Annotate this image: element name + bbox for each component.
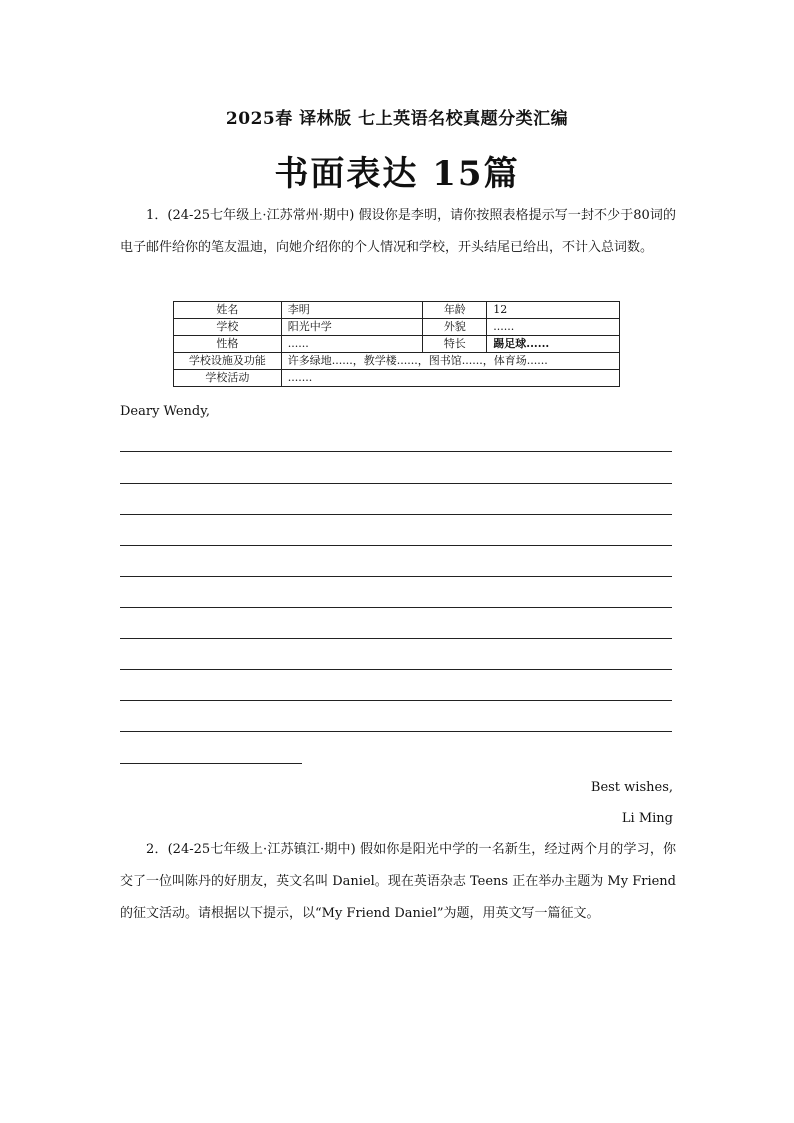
question-2-prompt: 2．(24-25七年级上·江苏镇江·期中) 假如你是阳光中学的一名新生，经过两个月的学习，你交了一位叫陈丹的好朋友，英文名叫 Daniel。现在英语杂志 Teens 正在举办主题为 My Friend 的征文活动。请根据以下提示，以“My Friend Daniel”为题，用英文写一篇征文。 <box>120 842 676 921</box>
table-value: 12 <box>487 302 620 319</box>
table-key: 年龄 <box>423 302 487 319</box>
table-value: 阳光中学 <box>281 319 423 336</box>
table-row <box>174 353 620 370</box>
table-key: 特长 <box>423 336 487 353</box>
letter-closing: Best wishes, <box>590 780 673 795</box>
table-row <box>174 319 620 336</box>
writing-line[interactable] <box>120 731 672 732</box>
writing-line[interactable] <box>120 545 672 546</box>
writing-line[interactable] <box>120 669 672 670</box>
letter-greeting: Deary Wendy, <box>120 404 210 419</box>
table-row <box>174 336 620 353</box>
writing-line[interactable] <box>120 576 672 577</box>
writing-line[interactable] <box>120 607 672 608</box>
document-subtitle: 2025春 译林版 七上英语名校真题分类汇编 <box>225 109 569 129</box>
table-value: 踢足球...... <box>487 336 620 353</box>
question-1-prompt: 1．(24-25七年级上·江苏常州·期中) 假设你是李明，请你按照表格提示写一封不少于80词的电子邮件给你的笔友温迪，向她介绍你的个人情况和学校，开头结尾已给出，不计入总词数。 <box>120 208 676 255</box>
document-title: 书面表达 15篇 <box>274 154 520 194</box>
table-value: ...... <box>281 336 423 353</box>
writing-line[interactable] <box>120 514 672 515</box>
table-key: 学校 <box>174 319 282 336</box>
table-key: 学校设施及功能 <box>174 353 282 370</box>
writing-line[interactable] <box>120 763 302 764</box>
writing-line[interactable] <box>120 451 672 452</box>
letter-signature: Li Ming <box>621 811 673 826</box>
table-value: ...... <box>487 319 620 336</box>
table-key: 外貌 <box>423 319 487 336</box>
table-value: 许多绿地......，教学楼......，图书馆......，体育场...... <box>281 353 619 370</box>
table-value: 李明 <box>281 302 423 319</box>
writing-line[interactable] <box>120 638 672 639</box>
table-key: 学校活动 <box>174 370 282 387</box>
info-table <box>173 301 620 387</box>
table-row <box>174 370 620 387</box>
table-value: ....... <box>281 370 619 387</box>
writing-line[interactable] <box>120 700 672 701</box>
table-row <box>174 302 620 319</box>
table-key: 性格 <box>174 336 282 353</box>
table-key: 姓名 <box>174 302 282 319</box>
writing-line[interactable] <box>120 483 672 484</box>
